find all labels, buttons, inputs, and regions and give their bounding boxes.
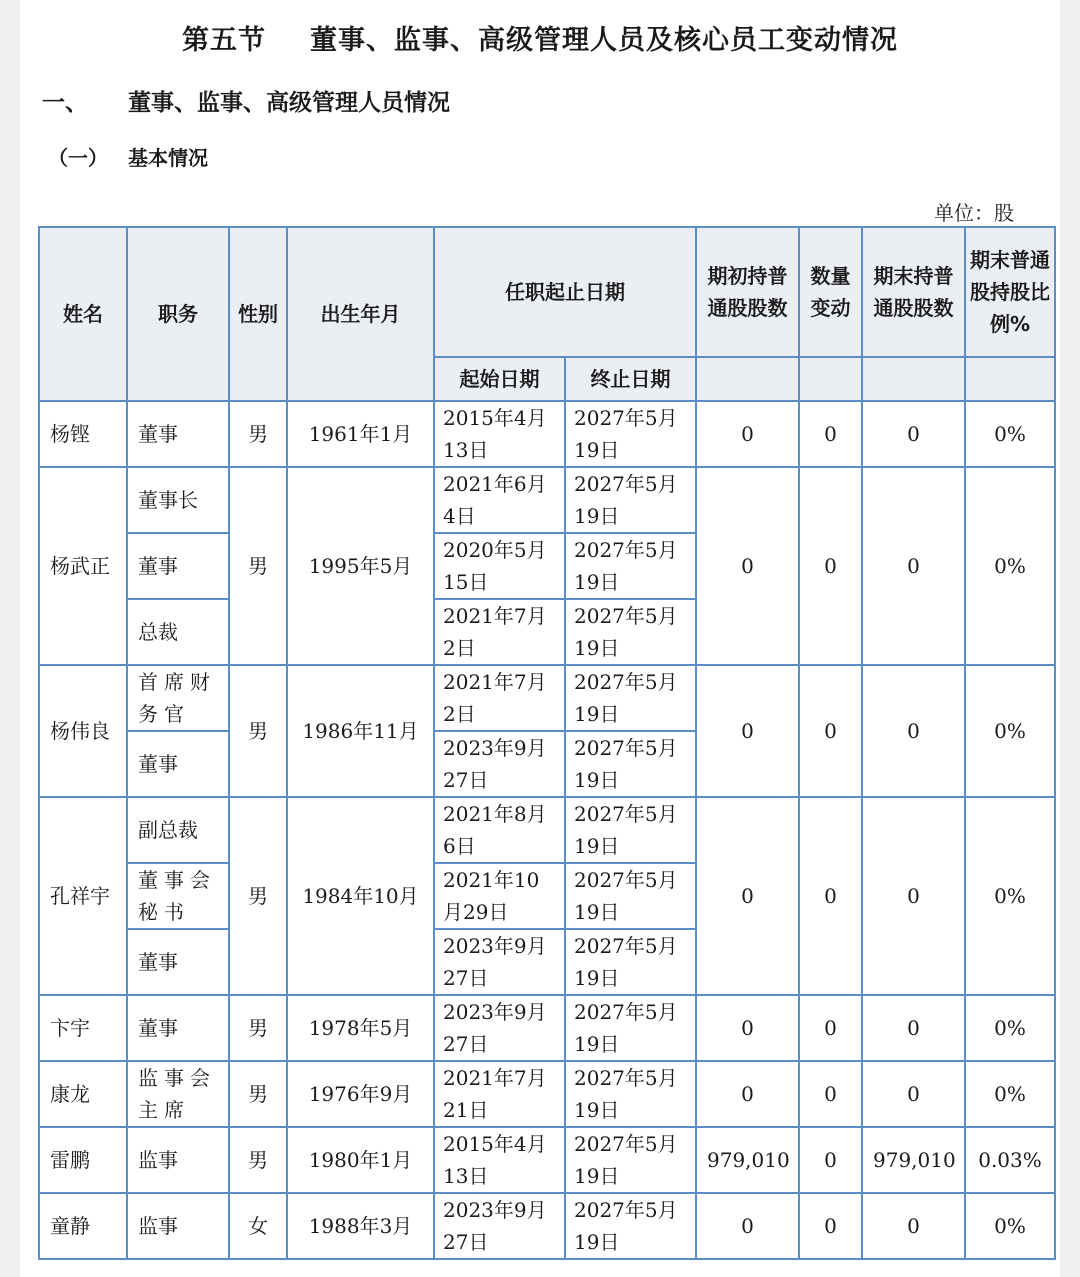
gender: 男 [229,401,287,467]
role-title: 董事 [127,731,229,797]
person-name: 孔祥宇 [39,797,127,995]
birth-date: 1976年9月 [287,1061,434,1127]
header-end-shares: 期末持普通股股数 [862,227,965,357]
header-position: 职务 [127,227,229,401]
gender: 男 [229,467,287,665]
role-title: 监事会主席 [127,1061,229,1127]
term-end: 2027年5月19日 [565,1193,696,1259]
heading-1-text: 董事、监事、高级管理人员情况 [128,90,450,116]
term-end: 2027年5月19日 [565,1127,696,1193]
term-end: 2027年5月19日 [565,1061,696,1127]
term-end: 2027年5月19日 [565,995,696,1061]
begin-shares: 0 [696,995,799,1061]
end-shares: 0 [862,1193,965,1259]
term-end: 2027年5月19日 [565,929,696,995]
table-row [39,665,1055,731]
term-end: 2027年5月19日 [565,731,696,797]
role-title: 监事 [127,1193,229,1259]
role-title: 副总裁 [127,797,229,863]
gender: 男 [229,995,287,1061]
term-end: 2027年5月19日 [565,863,696,929]
header-row [39,227,1055,357]
role-title: 董事 [127,929,229,995]
role-title: 首席财务官 [127,665,229,731]
person-name: 杨武正 [39,467,127,665]
role-title: 董事长 [127,467,229,533]
header-name: 姓名 [39,227,127,401]
table-row [39,797,1055,863]
birth-date: 1986年11月 [287,665,434,797]
begin-shares: 0 [696,401,799,467]
header-begin-shares: 期初持普通股股数 [696,227,799,357]
birth-date: 1980年1月 [287,1127,434,1193]
end-shares: 979,010 [862,1127,965,1193]
role-title: 董事会秘书 [127,863,229,929]
share-change: 0 [799,467,862,665]
holding-ratio: 0% [965,995,1055,1061]
header-empty-cell [862,357,965,401]
table-body [39,401,1055,1259]
header-birth: 出生年月 [287,227,434,401]
document-page [20,0,1060,1277]
heading-level-1 [42,84,450,117]
share-change: 0 [799,995,862,1061]
holding-ratio: 0% [965,467,1055,665]
share-change: 0 [799,665,862,797]
term-start: 2015年4月13日 [434,401,565,467]
table-row [39,995,1055,1061]
holding-ratio: 0% [965,797,1055,995]
share-change: 0 [799,401,862,467]
person-name: 雷鹏 [39,1127,127,1193]
term-end: 2027年5月19日 [565,797,696,863]
header-empty-cell [799,357,862,401]
term-start: 2023年9月27日 [434,1193,565,1259]
heading-2-text: 基本情况 [128,146,208,170]
person-name: 杨伟良 [39,665,127,797]
term-end: 2027年5月19日 [565,665,696,731]
term-end: 2027年5月19日 [565,401,696,467]
term-end: 2027年5月19日 [565,533,696,599]
section-title [20,18,1060,57]
holding-ratio: 0% [965,1193,1055,1259]
section-title-text: 董事、监事、高级管理人员及核心员工变动情况 [310,25,898,56]
header-start-date: 起始日期 [434,357,565,401]
section-number: 第五节 [182,25,266,56]
unit-label: 单位：股 [934,201,1014,225]
term-start: 2021年8月6日 [434,797,565,863]
person-name: 杨铿 [39,401,127,467]
birth-date: 1984年10月 [287,797,434,995]
term-start: 2023年9月27日 [434,995,565,1061]
header-term: 任职起止日期 [434,227,696,357]
heading-level-2 [48,142,208,171]
role-title: 董事 [127,995,229,1061]
birth-date: 1995年5月 [287,467,434,665]
begin-shares: 979,010 [696,1127,799,1193]
birth-date: 1988年3月 [287,1193,434,1259]
heading-1-number: 一、 [42,90,88,116]
term-start: 2023年9月27日 [434,731,565,797]
role-title: 董事 [127,533,229,599]
begin-shares: 0 [696,1061,799,1127]
term-end: 2027年5月19日 [565,599,696,665]
term-start: 2023年9月27日 [434,929,565,995]
header-end-date: 终止日期 [565,357,696,401]
header-empty-cell [965,357,1055,401]
gender: 女 [229,1193,287,1259]
header-gender: 性别 [229,227,287,401]
end-shares: 0 [862,1061,965,1127]
begin-shares: 0 [696,1193,799,1259]
share-change: 0 [799,1061,862,1127]
person-name: 卞宇 [39,995,127,1061]
share-change: 0 [799,1127,862,1193]
end-shares: 0 [862,665,965,797]
term-start: 2015年4月13日 [434,1127,565,1193]
holding-ratio: 0.03% [965,1127,1055,1193]
gender: 男 [229,665,287,797]
header-empty-cell [696,357,799,401]
term-start: 2021年7月21日 [434,1061,565,1127]
role-title: 董事 [127,401,229,467]
gender: 男 [229,1127,287,1193]
person-name: 康龙 [39,1061,127,1127]
begin-shares: 0 [696,797,799,995]
personnel-table [38,226,1056,1260]
header-change: 数量变动 [799,227,862,357]
heading-2-number: （一） [48,146,108,170]
term-end: 2027年5月19日 [565,467,696,533]
holding-ratio: 0% [965,1061,1055,1127]
role-title: 监事 [127,1127,229,1193]
holding-ratio: 0% [965,665,1055,797]
table-row [39,1193,1055,1259]
role-title: 总裁 [127,599,229,665]
birth-date: 1978年5月 [287,995,434,1061]
begin-shares: 0 [696,467,799,665]
begin-shares: 0 [696,665,799,797]
term-start: 2021年10月29日 [434,863,565,929]
header-ratio: 期末普通股持股比例% [965,227,1055,357]
gender: 男 [229,1061,287,1127]
end-shares: 0 [862,467,965,665]
table-row [39,401,1055,467]
birth-date: 1961年1月 [287,401,434,467]
term-start: 2020年5月15日 [434,533,565,599]
term-start: 2021年7月2日 [434,599,565,665]
table-row [39,1061,1055,1127]
term-start: 2021年6月4日 [434,467,565,533]
holding-ratio: 0% [965,401,1055,467]
term-start: 2021年7月2日 [434,665,565,731]
table-row [39,1127,1055,1193]
table-row [39,467,1055,533]
share-change: 0 [799,1193,862,1259]
end-shares: 0 [862,401,965,467]
end-shares: 0 [862,995,965,1061]
person-name: 童静 [39,1193,127,1259]
gender: 男 [229,797,287,995]
end-shares: 0 [862,797,965,995]
share-change: 0 [799,797,862,995]
